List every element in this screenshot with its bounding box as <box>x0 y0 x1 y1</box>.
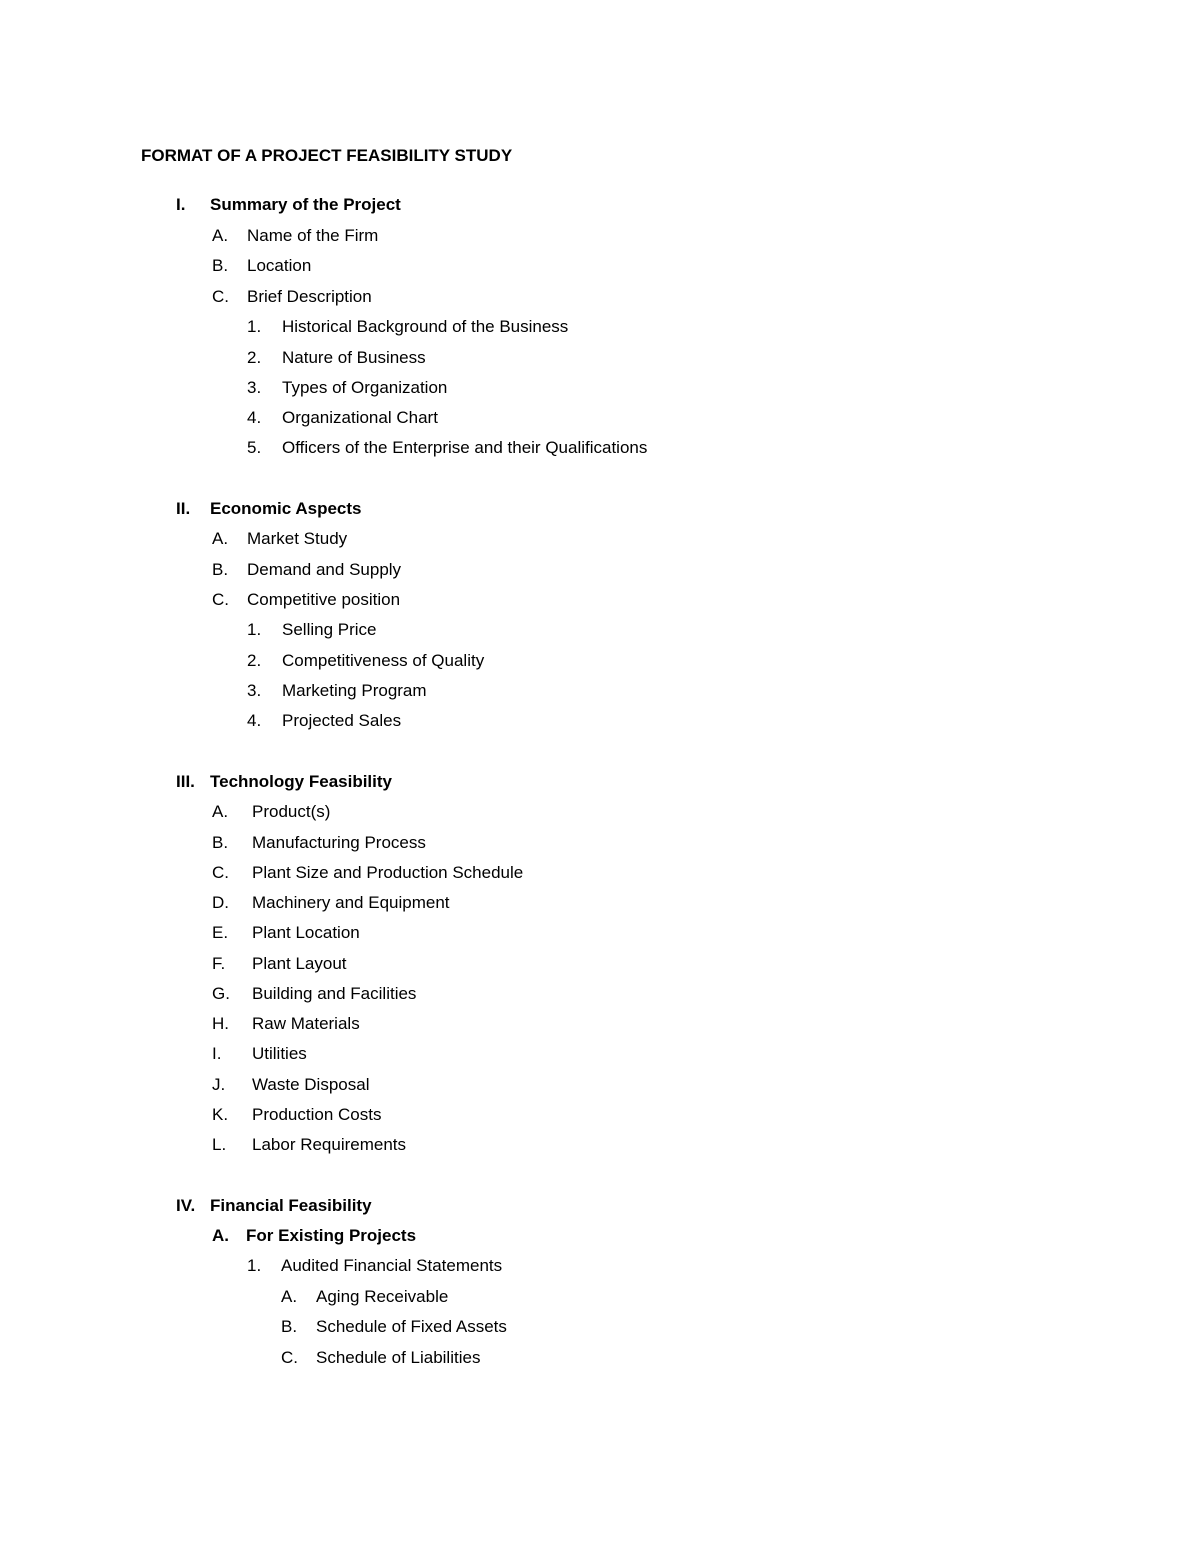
list-item-text: Labor Requirements <box>252 1135 407 1154</box>
section-title: Economic Aspects <box>210 499 362 518</box>
list-item-text: Competitiveness of Quality <box>282 651 485 670</box>
list-marker: I. <box>212 1044 222 1063</box>
list-marker: 2. <box>247 651 262 670</box>
list-item-text: Schedule of Liabilities <box>316 1348 481 1367</box>
page-title: FORMAT OF A PROJECT FEASIBILITY STUDY <box>141 146 513 165</box>
list-item-text: Manufacturing Process <box>252 833 426 852</box>
section-numeral: II. <box>176 499 191 518</box>
list-marker: A. <box>212 1226 229 1245</box>
list-item-text: Demand and Supply <box>247 560 402 579</box>
list-item-text: Aging Receivable <box>316 1287 449 1306</box>
list-marker: G. <box>212 984 230 1003</box>
list-marker: C. <box>212 590 229 609</box>
list-item-text: Historical Background of the Business <box>282 317 569 336</box>
list-marker: 5. <box>247 438 262 457</box>
list-item-text: Machinery and Equipment <box>252 893 450 912</box>
list-marker: A. <box>212 529 229 548</box>
list-marker: B. <box>212 256 229 275</box>
list-marker: 1. <box>247 620 262 639</box>
list-item-text: Plant Location <box>252 923 360 942</box>
list-marker: F. <box>212 954 226 973</box>
list-marker: 2. <box>247 348 262 367</box>
list-marker: B. <box>212 560 229 579</box>
section-title: Financial Feasibility <box>210 1196 372 1215</box>
list-marker: 1. <box>247 1256 262 1275</box>
list-marker: E. <box>212 923 229 942</box>
list-item-text: Product(s) <box>252 802 331 821</box>
list-marker: C. <box>212 863 229 882</box>
list-marker: 1. <box>247 317 262 336</box>
list-item-text: Audited Financial Statements <box>281 1256 503 1275</box>
list-marker: 3. <box>247 378 262 397</box>
list-item-text: Projected Sales <box>282 711 402 730</box>
section-numeral: III. <box>176 772 195 791</box>
list-item-text: Building and Facilities <box>252 984 417 1003</box>
list-item-text: Competitive position <box>247 590 401 609</box>
section-title: Technology Feasibility <box>210 772 392 791</box>
list-item-text: Location <box>247 256 312 275</box>
section-numeral: IV. <box>176 1196 196 1215</box>
list-marker: K. <box>212 1105 229 1124</box>
list-item-text: Marketing Program <box>282 681 427 700</box>
list-marker: C. <box>281 1348 298 1367</box>
list-marker: L. <box>212 1135 227 1154</box>
list-marker: B. <box>281 1317 298 1336</box>
list-item-text: Raw Materials <box>252 1014 360 1033</box>
list-marker: A. <box>212 226 229 245</box>
list-item-text: Types of Organization <box>282 378 448 397</box>
list-marker: C. <box>212 287 229 306</box>
list-marker: D. <box>212 893 229 912</box>
list-item-text: Production Costs <box>252 1105 382 1124</box>
list-item-text: Schedule of Fixed Assets <box>316 1317 507 1336</box>
list-marker: A. <box>212 802 229 821</box>
list-marker: J. <box>212 1075 226 1094</box>
list-item-text: Brief Description <box>247 287 372 306</box>
list-marker: 3. <box>247 681 262 700</box>
section-title: Summary of the Project <box>210 195 401 214</box>
list-item-text: For Existing Projects <box>246 1226 417 1245</box>
list-item-text: Market Study <box>247 529 348 548</box>
section-numeral: I. <box>176 195 186 214</box>
list-item-text: Plant Size and Production Schedule <box>252 863 524 882</box>
list-item-text: Utilities <box>252 1044 307 1063</box>
list-item-text: Plant Layout <box>252 954 347 973</box>
list-marker: 4. <box>247 711 262 730</box>
list-marker: B. <box>212 833 229 852</box>
list-item-text: Nature of Business <box>282 348 426 367</box>
list-item-text: Officers of the Enterprise and their Qualifications <box>282 438 648 457</box>
list-item-text: Name of the Firm <box>247 226 379 245</box>
list-item-text: Waste Disposal <box>252 1075 370 1094</box>
list-item-text: Organizational Chart <box>282 408 438 427</box>
list-marker: A. <box>281 1287 298 1306</box>
list-item-text: Selling Price <box>282 620 377 639</box>
list-marker: 4. <box>247 408 262 427</box>
list-marker: H. <box>212 1014 229 1033</box>
